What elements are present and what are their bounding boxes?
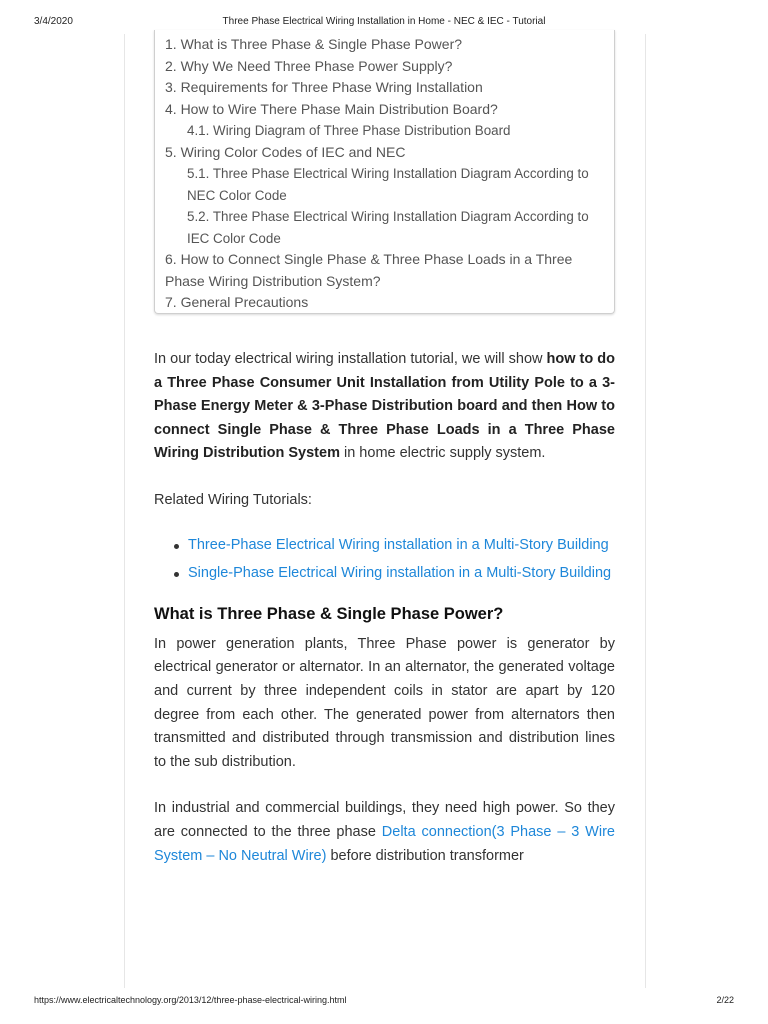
related-link-item [188,562,615,586]
related-links-list [154,534,615,586]
table-of-contents [154,30,615,314]
article-column [154,30,615,868]
toc-item-2[interactable]: 2. Why We Need Three Phase Power Supply? [165,57,453,74]
page-number: 2/22 [716,995,734,1005]
bullet-dot [174,544,179,549]
intro-tail: in home electric supply system. [339,445,546,462]
print-title: Three Phase Electrical Wiring Installation in Home - NEC & IEC - Tutorial [222,16,546,27]
toc-item-6[interactable]: 6. How to Connect Single Phase & Three Phase Loads in a Three Phase Wiring Distribution System? [165,251,573,289]
section-paragraph-1: In power generation plants, Three Phase power is generator by electrical generator or alternator. In an alternator, the generated voltage and current by three independent coils in stator are apart by 120 degree from each other. The generated power from alternators then transmitted and distributed through transmission and distribution lines to the sub distribution. [154,635,615,770]
related-link-single-phase[interactable]: Single-Phase Electrical Wiring installation in a Multi-Story Building [188,565,612,582]
toc-item-5[interactable]: 5. Wiring Color Codes of IEC and NEC [165,143,406,160]
print-url: https://www.electricaltechnology.org/2013/12/three-phase-electrical-wiring.html [34,995,347,1005]
toc-item-3[interactable]: 3. Requirements for Three Phase Wring Installation [165,79,483,95]
related-link-item [188,534,615,558]
section-paragraph-2 [154,797,615,868]
print-footer [34,995,734,1009]
related-link-three-phase[interactable]: Three-Phase Electrical Wiring installation in a Multi-Story Building [188,536,609,553]
toc-item-7[interactable]: 7. General Precautions [165,294,309,310]
print-date: 3/4/2020 [34,16,73,27]
section-heading: What is Three Phase & Single Phase Power? [154,604,504,623]
toc-item-1[interactable]: 1. What is Three Phase & Single Phase Power? [165,36,463,52]
toc-item-5-1[interactable]: 5.1. Three Phase Electrical Wiring Installation Diagram According to NEC Color Code [187,166,589,203]
bullet-dot [174,572,179,577]
print-header [34,16,734,30]
intro-lead: In our today electrical wiring installation tutorial, we will show [154,351,547,367]
toc-item-5-2[interactable]: 5.2. Three Phase Electrical Wiring Installation Diagram According to IEC Color Code [187,209,589,246]
toc-item-4[interactable]: 4. How to Wire There Phase Main Distribution Board? [165,100,498,117]
toc-item-4-1[interactable]: 4.1. Wiring Diagram of Three Phase Distribution Board [187,123,511,138]
related-label: Related Wiring Tutorials: [154,491,312,508]
para2-lead: In industrial and commercial buildings, they need high power. So they are connected to the three phase [154,800,615,840]
intro-paragraph [154,348,615,466]
intro-bold: how to do a Three Phase Consumer Unit Installation from Utility Pole to a 3-Phase Energy Meter & 3-Phase Distribution board and then How to connect Single Phase & Three Phase Loads in a Three Phase Wiring Distribution System [154,351,615,462]
delta-connection-link[interactable]: Delta connection(3 Phase – 3 Wire System – No Neutral Wire) [154,823,615,864]
para2-tail: before distribution transformer [326,847,524,864]
